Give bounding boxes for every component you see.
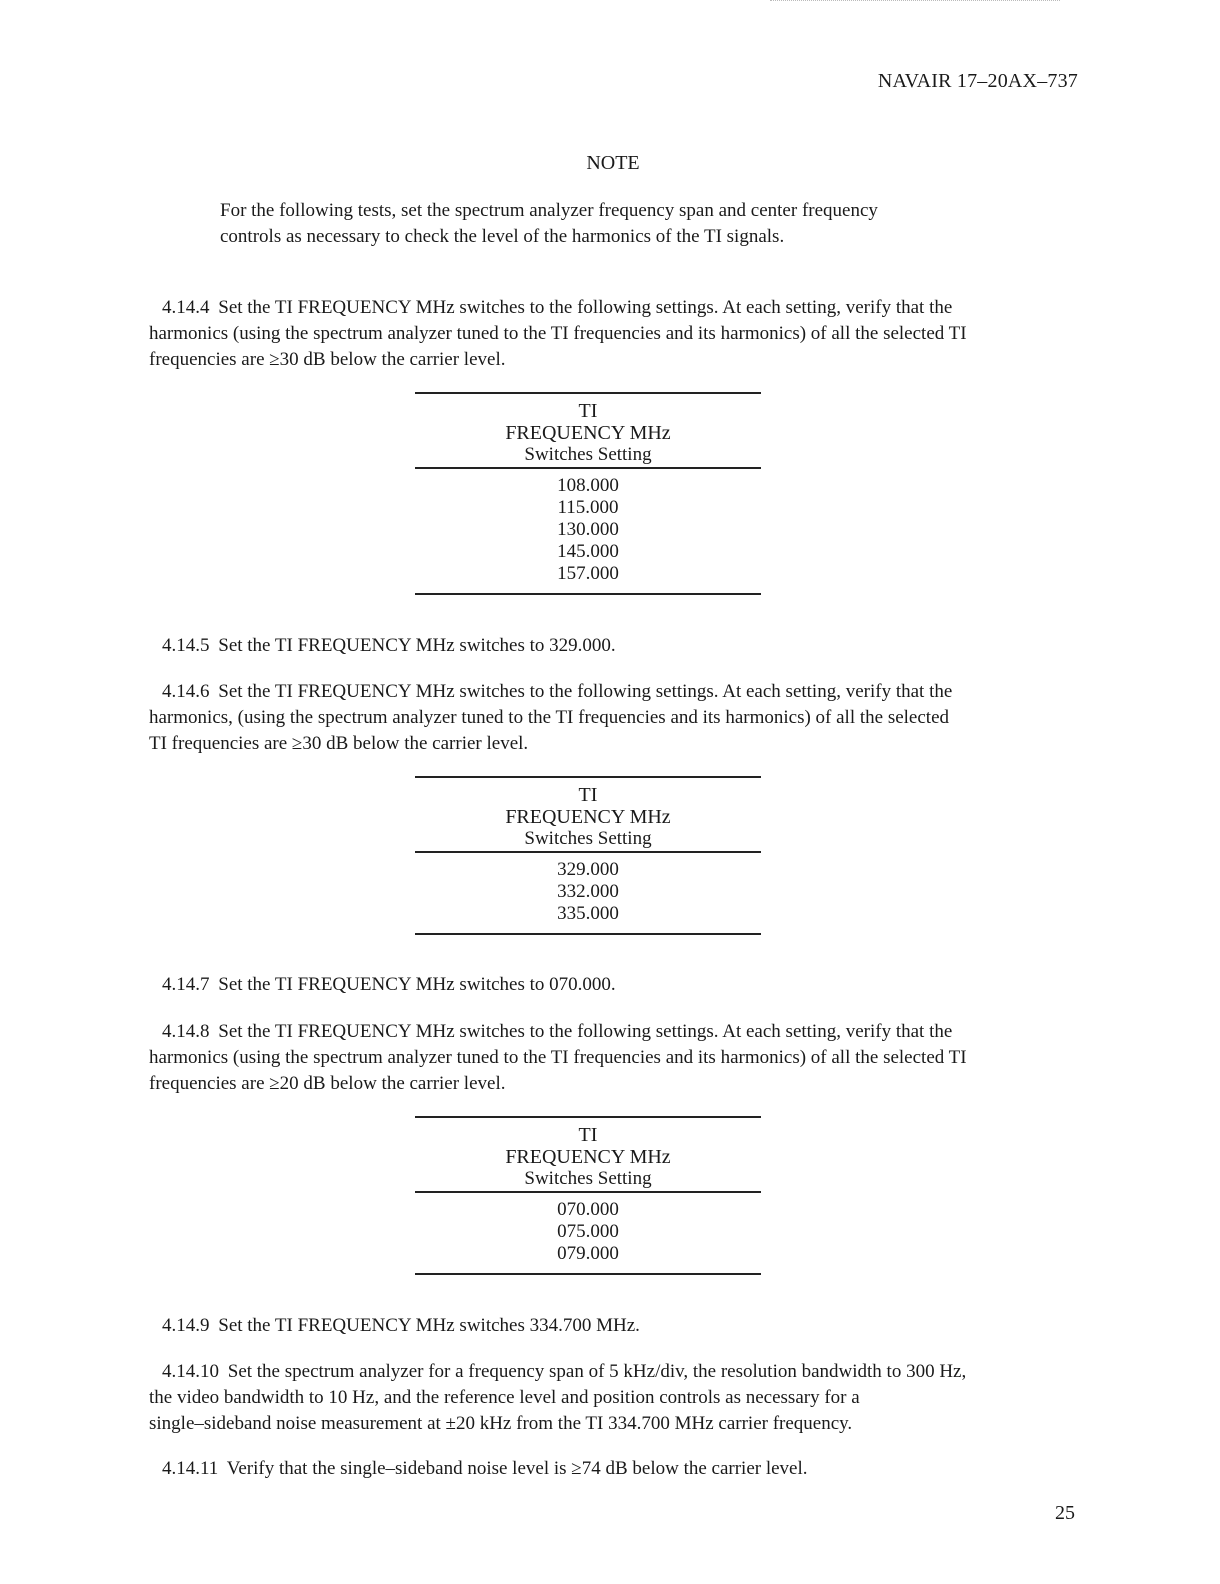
paragraph-4-14-6 <box>149 679 1069 757</box>
paragraph-text: Set the TI FREQUENCY MHz switches 334.700 MHz. <box>218 1315 640 1336</box>
table-header-line: FREQUENCY MHz <box>505 806 671 828</box>
table-body <box>415 853 761 933</box>
paragraph-4-14-4 <box>149 295 1069 373</box>
paragraph-4-14-8 <box>149 1019 1069 1097</box>
paragraph-line: TI frequencies are ≥30 dB below the carrier level. <box>149 733 529 754</box>
table-header-line: FREQUENCY MHz <box>505 422 671 444</box>
table-header-line: FREQUENCY MHz <box>505 1146 671 1168</box>
table-header <box>415 1118 761 1193</box>
paragraph-number: 4.14.6 <box>162 681 210 702</box>
paragraph-text: Set the TI FREQUENCY MHz switches to 070.000. <box>218 974 616 995</box>
paragraph-text: Set the TI FREQUENCY MHz switches to the following settings. At each setting, verify that the <box>218 297 953 318</box>
paragraph-line <box>149 295 1069 321</box>
paragraph-line: harmonics (using the spectrum analyzer tuned to the TI frequencies and its harmonics) of all the selected TI <box>149 323 967 344</box>
paragraph-number: 4.14.7 <box>162 974 210 995</box>
paragraph-line: single–sideband noise measurement at ±20 kHz from the TI 334.700 MHz carrier frequency. <box>149 1413 853 1434</box>
frequency-table-2 <box>415 776 761 935</box>
paragraph-line: frequencies are ≥20 dB below the carrier level. <box>149 1073 506 1094</box>
paragraph-line <box>149 1359 1069 1385</box>
table-header-line: TI <box>578 1124 598 1146</box>
table-header-line: TI <box>578 784 598 806</box>
paragraph-text: Set the TI FREQUENCY MHz switches to the following settings. At each setting, verify that the <box>218 1021 953 1042</box>
paragraph-4-14-10 <box>149 1359 1069 1437</box>
table-row: 335.000 <box>557 903 619 924</box>
table-row: 108.000 <box>557 475 619 496</box>
table-header-line: Switches Setting <box>524 828 652 849</box>
table-row: 145.000 <box>557 541 619 562</box>
table-body <box>415 469 761 593</box>
paragraph-number: 4.14.10 <box>162 1361 219 1382</box>
paragraph-line: harmonics, (using the spectrum analyzer tuned to the TI frequencies and its harmonics) of all the selected <box>149 707 950 728</box>
page-number: 25 <box>1055 1502 1075 1524</box>
frequency-table-3 <box>415 1116 761 1275</box>
note-body <box>220 198 980 250</box>
paragraph-line: the video bandwidth to 10 Hz, and the reference level and position controls as necessary for a <box>149 1387 860 1408</box>
frequency-table-1 <box>415 392 761 595</box>
paragraph-line <box>149 633 1069 659</box>
table-body <box>415 1193 761 1273</box>
table-row: 332.000 <box>557 881 619 902</box>
table-row: 075.000 <box>557 1221 619 1242</box>
note-line: controls as necessary to check the level of the harmonics of the TI signals. <box>220 226 785 247</box>
paragraph-4-14-11 <box>149 1456 1069 1482</box>
note-title: NOTE <box>586 152 640 174</box>
table-row: 157.000 <box>557 563 619 584</box>
paragraph-line <box>149 1019 1069 1045</box>
paragraph-number: 4.14.9 <box>162 1315 210 1336</box>
paragraph-4-14-9 <box>149 1313 1069 1339</box>
table-header-line: TI <box>578 400 598 422</box>
paragraph-line: frequencies are ≥30 dB below the carrier level. <box>149 349 506 370</box>
paragraph-line <box>149 679 1069 705</box>
document-id: NAVAIR 17–20AX–737 <box>877 70 1078 92</box>
paragraph-text: Verify that the single–sideband noise level is ≥74 dB below the carrier level. <box>226 1458 808 1479</box>
table-header-line: Switches Setting <box>524 1168 652 1189</box>
table-row: 115.000 <box>557 497 619 518</box>
paragraph-number: 4.14.8 <box>162 1021 210 1042</box>
table-header <box>415 394 761 469</box>
note-line: For the following tests, set the spectrum analyzer frequency span and center frequency <box>220 200 878 221</box>
table-row: 130.000 <box>557 519 619 540</box>
paragraph-line: harmonics (using the spectrum analyzer tuned to the TI frequencies and its harmonics) of all the selected TI <box>149 1047 967 1068</box>
paragraph-number: 4.14.4 <box>162 297 210 318</box>
paragraph-number: 4.14.5 <box>162 635 210 656</box>
paragraph-line <box>149 1456 1069 1482</box>
paragraph-4-14-5 <box>149 633 1069 659</box>
scan-artifact <box>770 0 1060 5</box>
table-row: 079.000 <box>557 1243 619 1264</box>
table-row: 070.000 <box>557 1199 619 1220</box>
paragraph-line <box>149 972 1069 998</box>
paragraph-number: 4.14.11 <box>162 1458 219 1479</box>
paragraph-text: Set the TI FREQUENCY MHz switches to 329.000. <box>218 635 616 656</box>
table-header <box>415 778 761 853</box>
paragraph-text: Set the spectrum analyzer for a frequency span of 5 kHz/div, the resolution bandwidth to 300 Hz, <box>227 1361 967 1382</box>
table-row: 329.000 <box>557 859 619 880</box>
paragraph-line <box>149 1313 1069 1339</box>
paragraph-text: Set the TI FREQUENCY MHz switches to the following settings. At each setting, verify that the <box>218 681 953 702</box>
table-header-line: Switches Setting <box>524 444 652 465</box>
paragraph-4-14-7 <box>149 972 1069 998</box>
